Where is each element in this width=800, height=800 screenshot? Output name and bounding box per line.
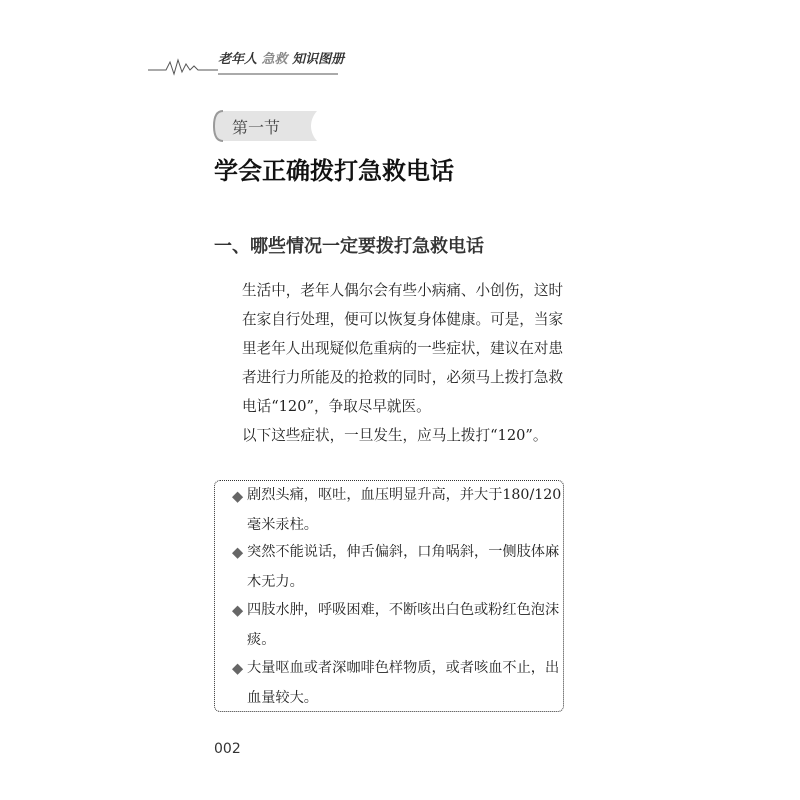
page-number: 002: [214, 741, 241, 757]
paragraph-1: 生活中，老年人偶尔会有些小病痛、小创伤，这时在家自行处理，便可以恢复身体健康。可是，当家里老年人出现疑似危重病的一些症状，建议在对患者进行力所能及的抢救的同时，必须马上拨打急救电话“120”，争取尽早就医。: [242, 282, 564, 415]
section-tag: 第一节: [232, 118, 281, 137]
paragraph-2: 以下这些症状，一旦发生，应马上拨打“120”。: [242, 427, 548, 444]
symptom-item: 四肢水肿，呼吸困难，不断咳出白色或粉红色泡沫痰。: [247, 602, 560, 648]
body-text: [214, 276, 574, 450]
diamond-bullet-icon: ◆: [232, 545, 244, 561]
diamond-bullet-icon: ◆: [232, 603, 244, 619]
symptom-item: 剧烈头痛，呕吐，血压明显升高，并大于180/120毫米汞柱。: [247, 487, 562, 533]
header-title-prefix: 老年人: [218, 52, 258, 67]
header-title-accent: 急救: [261, 52, 288, 67]
symptom-item: 突然不能说话，伸舌偏斜，口角㖞斜，一侧肢体麻木无力。: [247, 544, 560, 590]
diamond-bullet-icon: ◆: [232, 661, 244, 677]
diamond-bullet-icon: ◆: [232, 489, 244, 505]
chapter-title: 学会正确拨打急救电话: [214, 157, 454, 185]
header-title-suffix: 知识图册: [292, 52, 345, 67]
symptom-item: 大量呕血或者深咖啡色样物质，或者咳血不止，出血量较大。: [247, 660, 560, 706]
running-header-title: [218, 48, 344, 67]
subheading: 一、哪些情况一定要拨打急救电话: [214, 236, 484, 257]
